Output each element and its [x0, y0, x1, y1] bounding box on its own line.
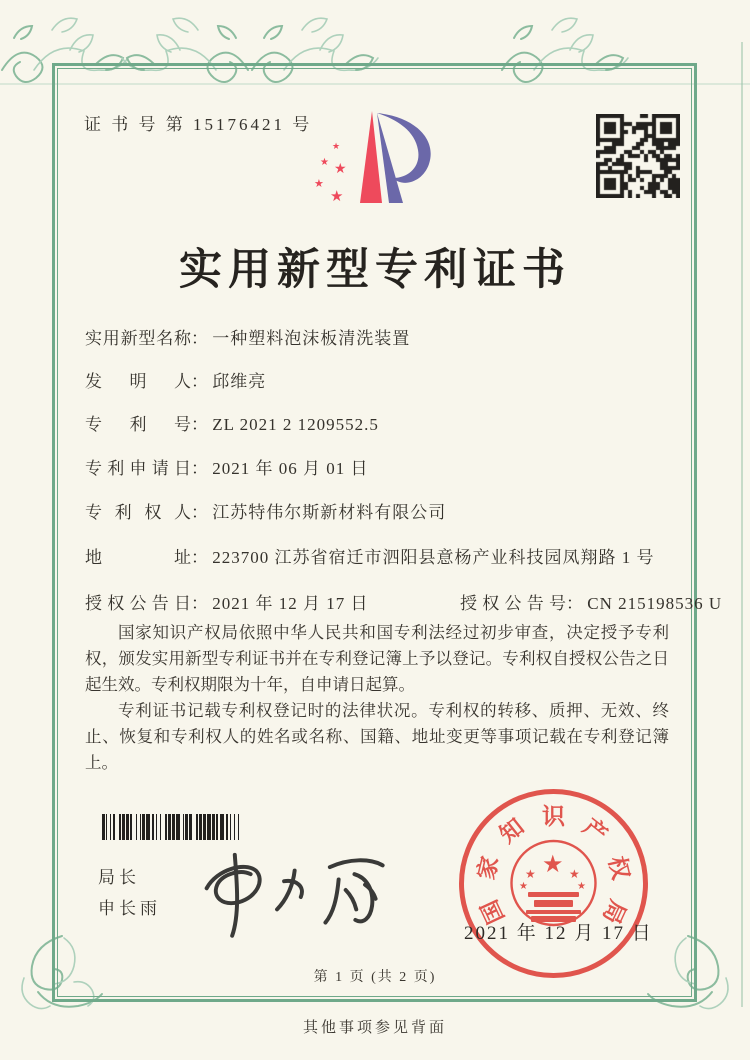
svg-text:★: ★: [332, 141, 341, 151]
cnipa-logo-icon: [310, 106, 440, 208]
field-value: 2021 年 06 月 01 日: [212, 459, 369, 478]
field-colon: ：: [191, 503, 208, 522]
field-colon: ：: [191, 415, 208, 434]
certificate-title: 实用新型专利证书: [179, 247, 571, 294]
field-row-patentee: [85, 498, 446, 523]
svg-text:产: 产: [578, 813, 612, 848]
official-seal: [456, 786, 651, 981]
qr-code: [596, 114, 680, 198]
field-colon: ：: [191, 459, 208, 478]
svg-text:★: ★: [330, 189, 344, 205]
field-colon: ：: [191, 372, 208, 391]
field-row-invention-name: [85, 324, 410, 349]
field-colon: ：: [191, 329, 208, 348]
svg-text:★: ★: [519, 881, 528, 892]
field-label: 授权公告日: [85, 594, 191, 613]
svg-text:★: ★: [334, 162, 347, 177]
field-label: 地址: [85, 548, 191, 567]
ornamental-edge-line: [741, 42, 743, 1007]
svg-text:知: 知: [495, 813, 529, 848]
field-value: 一种塑料泡沫板清洗装置: [212, 329, 411, 348]
svg-text:国: 国: [476, 896, 509, 928]
commissioner-block: [98, 862, 161, 924]
grant-date-value: 2021 年 12 月 17 日: [212, 594, 369, 613]
svg-text:★: ★: [320, 157, 329, 168]
commissioner-name: 申长雨: [98, 899, 161, 918]
seal-date: 2021 年 12 月 17 日: [464, 923, 653, 944]
svg-text:家: 家: [473, 853, 504, 883]
field-colon: ：: [566, 594, 583, 613]
field-label: 专利权人: [85, 503, 191, 522]
grant-number-value: CN 215198536 U: [587, 594, 723, 613]
field-colon: ：: [191, 594, 208, 613]
svg-text:★: ★: [577, 881, 586, 892]
page-info: 第 1 页 (共 2 页): [313, 970, 437, 985]
legal-paragraph-1: 国家知识产权局依照中华人民共和国专利法经过初步审查，决定授予专利权，颁发实用新型专利证书并在专利登记簿上予以登记。专利权自授权公告之日起生效。专利权期限为十年，自申请日起算。: [85, 623, 669, 694]
field-row-grant: [85, 589, 723, 614]
field-label: 实用新型名称: [85, 329, 191, 348]
field-value: 邱维亮: [212, 372, 267, 391]
field-row-filing-date: [85, 454, 369, 479]
grant-number-group: [460, 589, 722, 614]
field-label: 专利申请日: [85, 459, 191, 478]
commissioner-title: 局长: [98, 868, 140, 887]
svg-text:局: 局: [598, 896, 631, 928]
field-row-inventor: [85, 367, 266, 392]
field-value: 223700 江苏省宿迁市泗阳县意杨产业科技园凤翔路 1 号: [212, 548, 655, 567]
field-label: 授权公告号: [460, 594, 566, 613]
field-colon: ：: [191, 548, 208, 567]
certificate-number: 证 书 号 第 15176421 号: [84, 115, 313, 134]
legal-paragraph-2: 专利证书记载专利权登记时的法律状况。专利权的转移、质押、无效、终止、恢复和专利权人的姓名或名称、国籍、地址变更等事项记载在专利登记簿上。: [85, 701, 669, 772]
svg-text:★: ★: [314, 178, 324, 190]
national-emblem: [512, 841, 596, 925]
svg-text:★: ★: [569, 867, 580, 881]
field-row-address: [85, 543, 655, 568]
field-value: 江苏特伟尔斯新材料有限公司: [212, 503, 447, 522]
svg-text:识: 识: [542, 804, 565, 829]
field-value: ZL 2021 2 1209552.5: [212, 415, 379, 434]
svg-text:权: 权: [603, 853, 634, 883]
signature-handwriting: [182, 834, 402, 946]
field-label: 发明人: [85, 372, 191, 391]
field-row-patent-number: [85, 410, 379, 435]
svg-text:★: ★: [542, 852, 564, 878]
back-side-note: 其他事项参见背面: [302, 1020, 447, 1036]
svg-text:★: ★: [525, 867, 536, 881]
field-label: 专利号: [85, 415, 191, 434]
legal-text: [85, 620, 669, 776]
